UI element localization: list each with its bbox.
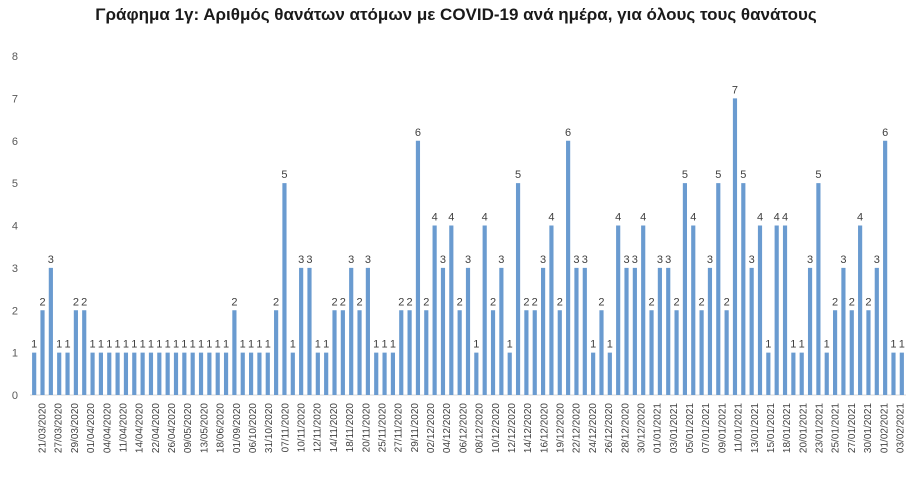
data-label: 1 (898, 338, 905, 351)
bar (166, 353, 170, 395)
data-label: 2 (456, 296, 463, 309)
bar (157, 353, 161, 395)
bar (708, 268, 712, 395)
data-label: 3 (665, 253, 672, 266)
data-label: 3 (464, 253, 472, 266)
bar (466, 268, 470, 395)
bar (691, 226, 695, 396)
data-label: 2 (673, 296, 680, 309)
data-label: 2 (273, 296, 280, 309)
data-label: 1 (323, 338, 330, 351)
x-tick-label: 27/03/2020 (53, 403, 65, 454)
x-tick-label: 09/01/2021 (717, 403, 729, 454)
x-tick-label: 02/12/2020 (426, 403, 438, 454)
bar (674, 310, 678, 395)
x-tick-label: 20/11/2020 (361, 403, 373, 453)
bar (182, 353, 186, 395)
data-label: 1 (473, 338, 480, 351)
data-label: 2 (356, 296, 363, 309)
bar (449, 226, 453, 396)
bar (641, 226, 645, 396)
data-label: 1 (64, 338, 71, 351)
data-label: 2 (531, 296, 538, 309)
x-tick-label: 22/04/2020 (150, 403, 162, 454)
y-axis (12, 51, 18, 402)
x-tick-label: 03/02/2021 (895, 403, 907, 454)
bar (391, 353, 395, 395)
bar (374, 353, 378, 395)
bar (583, 268, 587, 395)
y-tick-label: 7 (11, 93, 18, 106)
data-label: 2 (231, 296, 238, 309)
bar (65, 353, 69, 395)
bar (149, 353, 153, 395)
bar (599, 310, 603, 395)
data-label: 1 (139, 338, 146, 351)
data-label: 4 (781, 211, 789, 224)
bar (649, 310, 653, 395)
x-tick-label: 08/12/2020 (474, 403, 486, 454)
y-tick-label: 6 (11, 135, 18, 148)
data-label: 6 (565, 126, 572, 139)
data-label: 1 (131, 338, 138, 351)
data-label: 2 (72, 296, 79, 309)
data-label: 1 (97, 338, 104, 351)
x-tick-label: 30/12/2020 (636, 403, 648, 454)
data-label: 1 (798, 338, 805, 351)
bar (32, 353, 36, 395)
data-label: 1 (214, 338, 221, 351)
bar (900, 353, 904, 395)
x-tick-label: 09/05/2020 (183, 403, 195, 454)
bar (399, 310, 403, 395)
data-label: 1 (506, 338, 513, 351)
bar (74, 310, 78, 395)
x-tick-label: 22/12/2020 (571, 403, 583, 454)
y-tick-label: 4 (11, 220, 18, 233)
x-tick-label: 18/11/2020 (345, 403, 357, 453)
bar (241, 353, 245, 395)
bar (841, 268, 845, 395)
data-label: 2 (423, 296, 430, 309)
bar (800, 353, 804, 395)
data-label: 4 (431, 211, 438, 224)
x-tick-label: 01/09/2020 (231, 403, 243, 454)
bar (574, 268, 578, 395)
data-label: 1 (590, 338, 597, 351)
data-label: 1 (156, 338, 163, 351)
data-label: 3 (706, 253, 714, 266)
bar (132, 353, 136, 395)
data-label: 1 (790, 338, 797, 351)
data-label: 3 (840, 253, 847, 266)
x-tick-label: 20/01/2021 (798, 403, 810, 454)
bar (141, 353, 145, 395)
bar (666, 268, 670, 395)
data-label: 2 (698, 296, 705, 309)
bar (758, 226, 762, 396)
data-label: 4 (857, 211, 864, 224)
x-tick-label: 07/11/2020 (280, 403, 292, 453)
x-tick-label: 16/12/2020 (539, 403, 551, 454)
x-tick-label: 25/01/2021 (830, 403, 842, 454)
data-label: 1 (381, 338, 388, 351)
data-label: 6 (882, 126, 889, 139)
x-tick-label: 01/04/2020 (86, 403, 98, 454)
bar (825, 353, 829, 395)
bar (858, 226, 862, 396)
data-label: 1 (314, 338, 321, 351)
data-label: 3 (623, 253, 630, 266)
x-tick-label: 13/01/2021 (749, 403, 761, 454)
bar (90, 353, 94, 395)
bar (549, 226, 553, 396)
data-label: 5 (514, 169, 522, 182)
data-label: 1 (181, 338, 188, 351)
x-tick-label: 29/11/2020 (409, 403, 421, 453)
data-label: 3 (806, 253, 814, 266)
bar (850, 310, 854, 395)
x-tick-label: 13/05/2020 (199, 403, 211, 454)
data-label: 2 (523, 296, 530, 309)
data-label: 3 (573, 253, 580, 266)
data-label: 1 (89, 338, 96, 351)
x-tick-label: 06/10/2020 (247, 403, 259, 454)
bar (174, 353, 178, 395)
bar (458, 310, 462, 395)
x-tick-label: 10/11/2020 (296, 403, 308, 453)
bar (483, 226, 487, 396)
data-label: 1 (256, 338, 263, 351)
x-tick-label: 14/12/2020 (523, 403, 535, 454)
bar (533, 310, 537, 395)
data-label: 1 (164, 338, 171, 351)
data-label: 2 (39, 296, 46, 309)
bar (349, 268, 353, 395)
x-tick-label: 14/04/2020 (134, 403, 146, 454)
data-label: 1 (248, 338, 255, 351)
bar (716, 183, 720, 395)
bar (199, 353, 203, 395)
data-label: 3 (306, 253, 313, 266)
bar (508, 353, 512, 395)
bar (116, 353, 120, 395)
data-label: 1 (56, 338, 63, 351)
x-tick-label: 27/01/2021 (846, 403, 858, 454)
data-label: 1 (765, 338, 772, 351)
bar (775, 226, 779, 396)
bar (866, 310, 870, 395)
data-label: 1 (264, 338, 271, 351)
bar (441, 268, 445, 395)
x-axis (38, 403, 907, 453)
x-tick-label: 15/01/2021 (765, 403, 777, 454)
x-tick-label: 25/11/2020 (377, 403, 389, 453)
data-label: 5 (281, 169, 288, 182)
x-tick-label: 06/12/2020 (458, 402, 470, 454)
x-tick-label: 30/01/2021 (863, 403, 875, 454)
bar (232, 310, 236, 395)
bar (307, 268, 311, 395)
bar (499, 268, 503, 395)
data-label: 3 (298, 253, 305, 266)
bar (624, 268, 628, 395)
data-label: 3 (656, 253, 663, 266)
bar (491, 310, 495, 395)
x-tick-label: 04/12/2020 (442, 403, 454, 454)
y-tick-label: 2 (11, 305, 18, 318)
data-label: 1 (106, 338, 113, 351)
x-tick-label: 10/12/2020 (490, 403, 502, 454)
bar (366, 268, 370, 395)
data-label: 2 (556, 296, 563, 309)
bar (57, 353, 61, 395)
bar (257, 353, 261, 395)
data-label: 1 (122, 338, 130, 351)
x-tick-label: 24/12/2020 (587, 403, 599, 454)
x-tick-label: 12/12/2020 (506, 402, 518, 454)
data-label: 4 (756, 211, 764, 224)
data-label: 5 (815, 169, 822, 182)
data-label: 2 (406, 296, 413, 309)
bar (191, 353, 195, 395)
y-tick-label: 1 (11, 347, 18, 360)
bar (608, 353, 612, 395)
data-label: 2 (339, 296, 346, 309)
data-label: 7 (731, 84, 739, 97)
data-label: 1 (373, 338, 380, 351)
bar (207, 353, 211, 395)
bar (683, 183, 687, 395)
bar (883, 141, 887, 395)
data-label: 3 (364, 253, 371, 266)
data-label: 1 (189, 338, 196, 351)
x-tick-label: 03/01/2021 (668, 403, 680, 454)
data-label: 4 (615, 211, 622, 224)
bar (357, 310, 361, 395)
bar (408, 310, 412, 395)
data-label: 3 (498, 253, 505, 266)
bar (224, 353, 228, 395)
x-tick-label: 28/12/2020 (620, 403, 632, 454)
x-tick-label: 27/11/2020 (393, 403, 405, 453)
bars (32, 98, 904, 395)
x-tick-label: 12/11/2020 (312, 403, 324, 453)
x-tick-label: 01/02/2021 (879, 403, 891, 454)
bar (341, 310, 345, 395)
data-label: 1 (823, 338, 830, 351)
data-label: 1 (389, 338, 396, 351)
bar (524, 310, 528, 395)
x-tick-label: 31/10/2020 (264, 403, 276, 454)
data-label: 1 (172, 338, 180, 351)
x-tick-label: 11/04/2020 (118, 403, 130, 453)
data-label: 1 (890, 338, 897, 351)
data-label: 3 (47, 253, 54, 266)
bar (324, 353, 328, 395)
bar (291, 353, 295, 395)
data-label: 5 (681, 169, 688, 182)
bar (49, 268, 53, 395)
bar (658, 268, 662, 395)
bar (616, 226, 620, 396)
bar (891, 353, 895, 395)
bar (741, 183, 745, 395)
data-label: 2 (81, 296, 88, 309)
bar (107, 353, 111, 395)
data-label: 2 (723, 296, 730, 309)
data-label: 1 (31, 338, 38, 351)
bar (833, 310, 837, 395)
bar (516, 183, 520, 395)
y-tick-label: 3 (11, 262, 18, 275)
bar (216, 353, 220, 395)
data-label: 2 (865, 296, 872, 309)
bar (474, 353, 478, 395)
bar (591, 353, 595, 395)
bar (558, 310, 562, 395)
data-label: 2 (648, 296, 655, 309)
bar (541, 268, 545, 395)
x-tick-label: 11/01/2021 (733, 403, 745, 453)
x-tick-label: 01/01/2021 (652, 403, 664, 454)
bar (733, 98, 737, 395)
bar (816, 183, 820, 395)
bar (249, 353, 253, 395)
data-label: 4 (640, 211, 647, 224)
y-tick-label: 8 (11, 51, 18, 63)
data-label: 2 (832, 296, 839, 309)
data-label: 4 (481, 211, 488, 224)
data-label: 2 (848, 296, 855, 309)
data-label: 3 (348, 253, 355, 266)
data-label: 3 (540, 253, 547, 266)
x-tick-label: 14/11/2020 (328, 403, 340, 453)
bar (424, 310, 428, 395)
data-label: 2 (398, 296, 405, 309)
data-label: 4 (448, 211, 455, 224)
data-label: 4 (773, 211, 780, 224)
x-tick-label: 29/03/2020 (69, 403, 81, 454)
bar (99, 353, 103, 395)
y-tick-label: 5 (11, 178, 18, 191)
data-label: 1 (206, 338, 213, 351)
data-label: 2 (598, 296, 605, 309)
data-label: 4 (548, 211, 555, 224)
bar (566, 141, 570, 395)
data-label: 1 (197, 338, 205, 351)
bar (633, 268, 637, 395)
data-label: 1 (606, 338, 613, 351)
x-tick-label: 05/01/2021 (685, 403, 697, 454)
bar (316, 353, 320, 395)
data-label: 1 (239, 338, 246, 351)
data-label: 2 (489, 296, 497, 309)
bar (875, 268, 879, 395)
bar (783, 226, 787, 396)
x-tick-label: 19/12/2020 (555, 403, 567, 454)
data-label: 3 (748, 253, 755, 266)
x-tick-label: 07/01/2021 (701, 403, 713, 454)
data-label: 3 (631, 253, 638, 266)
data-label: 3 (439, 253, 447, 266)
data-label: 1 (114, 338, 121, 351)
bar (274, 310, 278, 395)
data-label: 5 (715, 169, 722, 182)
x-tick-label: 04/04/2020 (102, 403, 114, 454)
bar (332, 310, 336, 395)
x-tick-label: 23/01/2021 (814, 403, 826, 454)
data-label: 3 (873, 253, 880, 266)
bar (282, 183, 286, 395)
bar (791, 353, 795, 395)
bar (750, 268, 754, 395)
data-label: 6 (414, 126, 422, 139)
bar (40, 310, 44, 395)
data-label: 2 (331, 296, 338, 309)
bar (382, 353, 386, 395)
data-label: 5 (740, 169, 747, 182)
bar (416, 141, 420, 395)
data-label: 1 (147, 338, 155, 351)
data-label: 1 (222, 338, 230, 351)
x-tick-label: 18/01/2021 (782, 403, 794, 454)
x-tick-label: 21/03/2020 (37, 403, 49, 454)
x-tick-label: 18/06/2020 (215, 403, 227, 454)
bar (725, 310, 729, 395)
data-label: 4 (690, 211, 697, 224)
x-tick-label: 26/12/2020 (604, 403, 616, 454)
bar (766, 353, 770, 395)
bar (82, 310, 86, 395)
chart-title: Γράφημα 1γ: Αριθμός θανάτων ατόμων με COVID-19 ανά ημέρα, για όλους τους θανάτους (95, 5, 817, 24)
y-tick-label: 0 (11, 390, 18, 402)
data-label: 1 (289, 338, 296, 351)
bar (299, 268, 303, 395)
bar (124, 353, 128, 395)
data-label: 3 (581, 253, 588, 266)
x-tick-label: 26/04/2020 (167, 403, 179, 454)
bar (700, 310, 704, 395)
bar (266, 353, 270, 395)
bar (433, 226, 437, 396)
bar (808, 268, 812, 395)
